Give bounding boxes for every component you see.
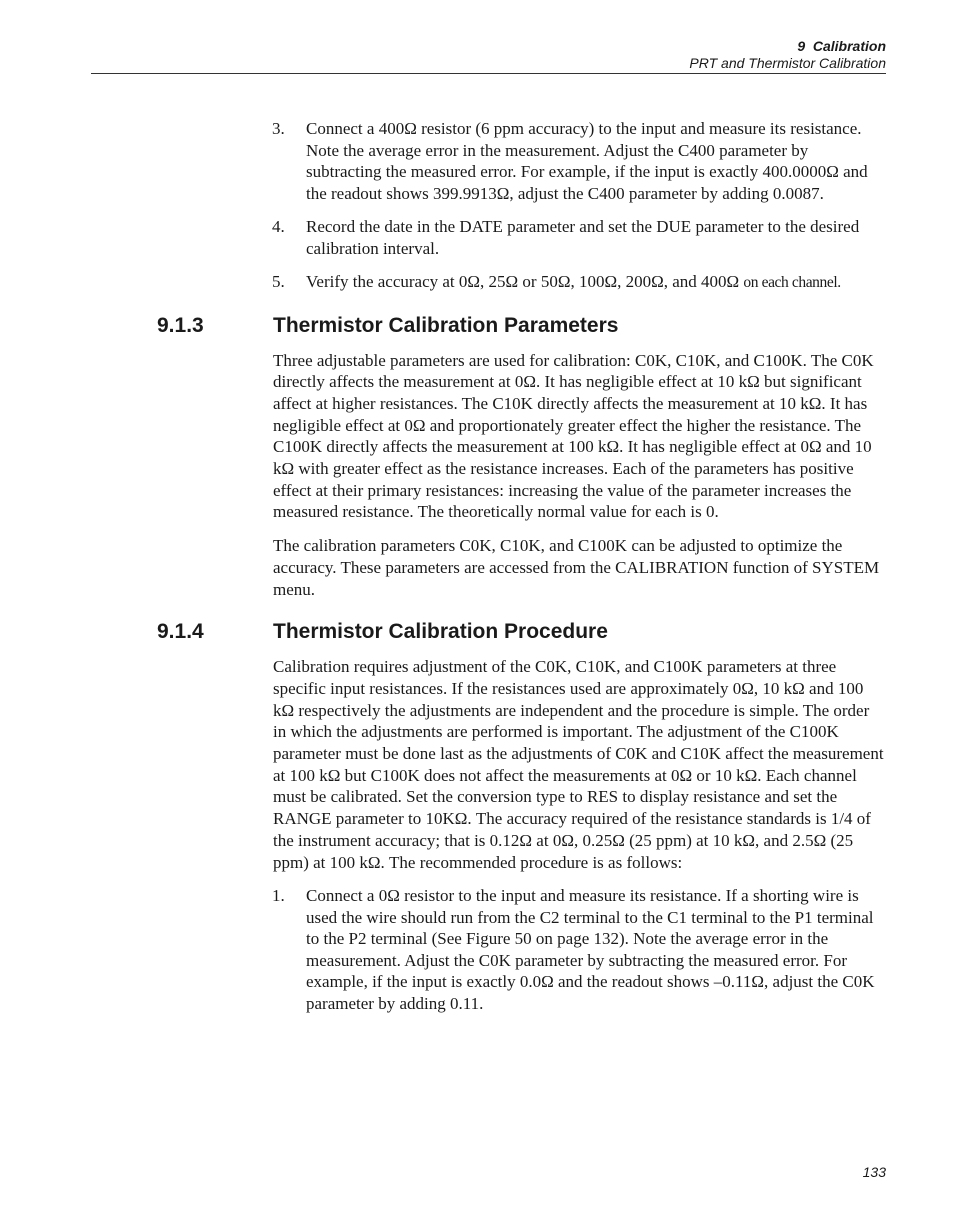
section-title: Thermistor Calibration Procedure — [273, 620, 608, 644]
section-subtitle: PRT and Thermistor Calibration — [689, 55, 886, 71]
section-title: Thermistor Calibration Parameters — [273, 313, 619, 337]
body-paragraph: Three adjustable parameters are used for calibration: C0K, C10K, and C100K. The C0K directly affects the measurement at 0Ω. It has negligible effect at 10 kΩ but significant affect at higher resistances. The C10K directly affects the measurement at 10 kΩ. It has negligible effect at 0Ω and proportionately greater effect the higher the resistance. The C100K directly affects the measurement at 100 kΩ. It has negligible effect at 0Ω and 10 kΩ with greater effect as the resistance increases. Each of the parameters has positive effect at their primary resistances: increasing the value of the parameter increases the measured resistance. The theoretically normal value for each is 0. — [273, 350, 874, 522]
step-text: Connect a 0Ω resistor to the input and measure its resistance. If a shorting wire is used the wire should run from the C2 terminal to the C1 terminal to the P1 terminal to the P2 terminal (See Figure 50 on page 132). Note the average error in the measurement. Adjust the C0K parameter by subtracting the measured error. For example, if the input is exactly 0.0Ω and the readout shows –0.11Ω, adjust the C0K parameter by adding 0.11. — [306, 886, 875, 1013]
step-number: 1. — [272, 886, 285, 906]
section-number: 9.1.4 — [157, 620, 204, 644]
step-number: 3. — [272, 119, 285, 138]
section-heading-9-1-3 — [0, 312, 954, 340]
header-rule — [91, 73, 886, 74]
page-number: 133 — [862, 1164, 886, 1180]
list-item — [0, 216, 954, 259]
section-number: 9.1.3 — [157, 313, 204, 337]
body-paragraph: Calibration requires adjustment of the C0K, C10K, and C100K parameters at three specific input resistances. If the resistances used are approximately 0Ω, 10 kΩ and 100 kΩ respectively the adjustments are independent and the procedure is simple. The order in which the adjustments are performed is important. The adjustment of the C100K parameter must be done last as the adjustments of C0K and C10K affect the measurement at 100 kΩ but C100K does not affect the measurements at 0Ω or 10 kΩ. Each channel must be calibrated. Set the conversion type to RES to display resistance and set the RANGE parameter to 10KΩ. The accuracy required of the resistance standards is 1/4 of the instrument accuracy; that is 0.12Ω at 0Ω, 0.25Ω (25 ppm) at 10 kΩ, and 2.5Ω (25 ppm) at 100 kΩ. The recommended procedure is as follows: — [273, 657, 884, 872]
step-text-container — [306, 271, 876, 294]
step-text-small: on each channel. — [743, 274, 841, 291]
list-item — [0, 118, 954, 204]
prt-steps-list — [0, 118, 954, 294]
step-number: 5. — [272, 272, 285, 291]
step-text: Verify the accuracy at 0Ω, 25Ω or 50Ω, 100Ω, 200Ω, and 400Ω — [306, 272, 740, 291]
step-text: Connect a 400Ω resistor (6 ppm accuracy) to the input and measure its resistance. Note the average error in the measurement. Adjust the C400 parameter by subtracting the measured error. For example, if the input is exactly 400.0000Ω and the readout shows 399.9913Ω, adjust the C400 parameter by adding 0.0087. — [306, 119, 868, 203]
list-item — [0, 885, 954, 1014]
step-text: Record the date in the DATE parameter and set the DUE parameter to the desired calibration interval. — [306, 217, 860, 258]
list-item — [0, 271, 954, 294]
thermistor-steps-list — [0, 885, 954, 1014]
page-content — [0, 118, 954, 1026]
running-header — [689, 38, 886, 72]
chapter-title: 9 Calibration — [797, 38, 886, 54]
body-paragraph: The calibration parameters C0K, C10K, and C100K can be adjusted to optimize the accuracy. These parameters are accessed from the CALIBRATION function of SYSTEM menu. — [273, 536, 880, 599]
section-heading-9-1-4 — [0, 618, 954, 646]
step-number: 4. — [272, 217, 285, 236]
